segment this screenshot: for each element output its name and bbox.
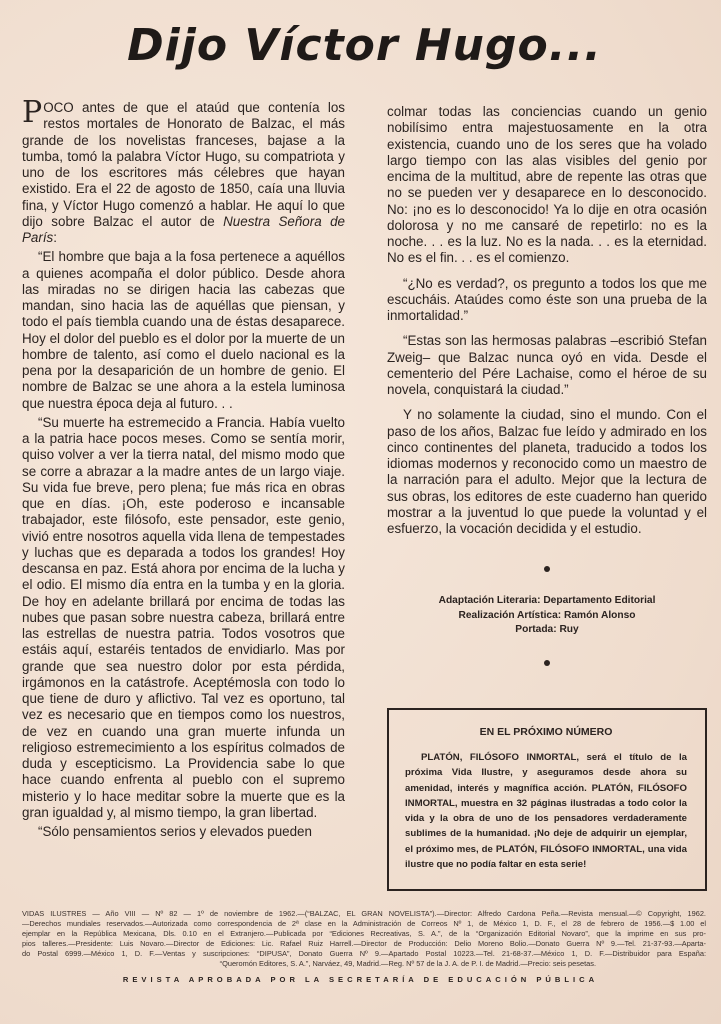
credit-cover: Portada: Ruy	[515, 624, 579, 636]
credit-adaptation: Adaptación Literaria: Departamento Editorial	[438, 595, 656, 607]
paragraph: “Su muerte ha estremecido a Francia. Había vuelto a la patria hace pocos meses. Como se sentía morir, quiso volver a ver la tierra natal, del mismo modo que se corre a abrazar a la madre antes de un largo viaje. Su vida fue breve, pero plena; fue más rica en obras que en días. ¡Oh, este poderoso e incansable trabajador, este filósofo, este pensador, este genio, vivió entre nosotros aquella vida llena de tempestades y luchas que es deparada a todos los grandes! Hoy descansa en paz. Está ahora por encima de la lucha y el odio. El mismo día entra en la tumba y en la gloria. De hoy en adelante brillará por encima de todas las nubes que pasan sobre nuestra cabeza, brillará entre las estrellas de nuestra patria. Todos vosotros que estáis aquí, estaréis tentados de envidiarlo. Mas por grande que sea nuestro dolor por esta pérdida, irgámonos en la catástrofe. Aceptémosla con todo lo que tiene de duro y aflictivo. Tal vez es oportuno, tal vez es necesario que en tiempos como los nuestros, de vez en cuando una gran muerte infunda un religioso estremecimiento a los espíritus colmados de duda y escepticismo. La Providencia sabe lo que hace cuando enfrenta al pueblo con el supremo misterio y lo hace meditar sobre la muerte que es la gran igualdad y, al mismo tiempo, la gran libertad.	[22, 414, 345, 820]
credit-art: Realización Artística: Ramón Alonso	[458, 609, 636, 621]
credits	[387, 594, 707, 638]
paragraph: colmar todas las conciencias cuando un genio nobilísimo entra majestuosamente en la otra existencia, cuando uno de los seres que ha volado largo tiempo con las alas visibles del genio por encima de la multitud, abre de repente las otras que no se pueden ver y desaparece en lo desconocido. No: ¡no es lo desconocido! Ya lo dije en otra ocasión dolorosa y no me cansaré de repetirlo: no es la noche. . . es la luz. No es la nada. . . es la eternidad. No es el fin. . . es el comienzo.	[387, 104, 707, 266]
imprint-line: pios talleres.—Presidente: Luis Novaro.—Director de Ediciones: Lic. Rafael Ruiz Harrell.—Director de Producción: Delio Moreno Bolio.—Donato Guerra Nº 9.—Tel. 21-37-93.—Aparta-	[22, 938, 706, 948]
approval-notice: REVISTA APROBADA POR LA SECRETARÍA DE EDUCACIÓN PÚBLICA	[122, 974, 599, 984]
imprint-footer	[22, 909, 706, 969]
bullet-divider	[544, 566, 550, 572]
imprint-line: “Queromón Editores, S. A.”, Narváez, 49, Madrid.—Reg. Nº 57 de la J. A. de P. I. de Madrid.—Precio: seis pesetas.	[219, 958, 596, 968]
intro-paragraph: POCO antes de que el ataúd que contenía los restos mortales de Honorato de Balzac, el más grande de los novelistas franceses, bajase a la tumba, tomó la palabra Víctor Hugo, su compatriota y uno de los escritores más célebres que hayan existido. Era el 22 de agosto de 1850, caía una lluvia fina, y Víctor Hugo comenzó a hablar. He aquí lo que dijo sobre Balzac el autor de Nuestra Señora de París:	[22, 95, 345, 245]
next-issue-text: PLATÓN, FILÓSOFO INMORTAL, será el título de la próxima Vida Ilustre, y aseguramos desde ahora su amenidad, interés y magnífica acción. PLATÓN, FILÓSOFO INMORTAL, muestra en 32 páginas ilustradas a todo color la vida y la obra de uno de los pensadores verdaderamente sublimes de la humanidad. ¡No deje de adquirir un ejemplar, el próximo mes, de PLATÓN, FILÓSOFO INMORTAL, una vida ilustre que no podía faltar en esta serie!	[405, 752, 687, 871]
paragraph: “Sólo pensamientos serios y elevados pueden	[38, 824, 312, 839]
imprint-line: ejemplar en la República Mexicana, Dls. 0.10 en el Extranjero.—Publicada por “Ediciones Recreativas, S. A.”, de la “Organización Editorial Novaro”, que la imprime en sus pro-	[22, 928, 706, 938]
imprint-line: —Derechos mundiales reservados.—Autorizada como correspondencia de 2ª clase en la Administración de Correos Nº 1, de México 1, D. F., el 28 de febrero de 1956.—$ 1.00 el	[22, 918, 706, 928]
drop-cap: P	[22, 95, 43, 130]
imprint-line: do Postal 6999.—México 1, D. F.—Ventas y suscripciones: “DIPUSA”, Donato Guerra Nº 9.—Apartado Postal 10223.—Tel. 21-68-37.—México 1, D. F.—Distribuidor para España:	[22, 948, 706, 958]
bullet-divider	[544, 660, 550, 666]
next-issue-heading: EN EL PRÓXIMO NÚMERO	[479, 725, 613, 738]
next-issue-box	[387, 708, 707, 891]
book-title: Nuestra Señora de París	[22, 213, 345, 245]
page-title: Dijo Víctor Hugo...	[127, 20, 602, 71]
article-columns	[22, 95, 707, 891]
imprint-line: VIDAS ILUSTRES — Año VIII — Nº 82 — 1º de noviembre de 1962.—(“BALZAC, EL GRAN NOVELISTA”).—Director: Alfredo Cardona Peña.—Revista mensual.—© Copyright, 1962.	[22, 908, 706, 918]
paragraph: Y no solamente la ciudad, sino el mundo. Con el paso de los años, Balzac fue leído y admirado en los cinco continentes del planeta, traducido a todos los idiomas modernos y reconocido como un maestro de la narración para el adulto. Mejor que la lectura de sus obras, los editores de este cuaderno han querido mostrar a la juventud lo que puede la voluntad y el esfuerzo, la vocación decidida y el estudio.	[387, 407, 707, 536]
paragraph: “Estas son las hermosas palabras –escribió Stefan Zweig– que Balzac nunca oyó en vida. Desde el cementerio del Pére Lachaise, como el héroe de su novela, conquistará la ciudad.”	[387, 333, 707, 397]
left-column	[22, 95, 345, 843]
paragraph: “¿No es verdad?, os pregunto a todos los que me escucháis. Ataúdes como éste son una prueba de la inmortalidad.”	[387, 275, 707, 323]
right-column	[387, 100, 707, 891]
paragraph: “El hombre que baja a la fosa pertenece a aquéllos a quienes acompaña el dolor público. Desde ahora las miradas no se dirigen hacia las cabezas que mandan, sino hacia las de aquéllas que piensan, y todo el país tiembla cuando una de éstas desaparece. Hoy el dolor del pueblo es el dolor por la muerte de un hombre de talento, así como el duelo nacional es la pena por la desaparición de un hombre de genio. El nombre de Balzac se une ahora a la estela luminosa que nuestra época deja al futuro. . .	[22, 249, 345, 411]
